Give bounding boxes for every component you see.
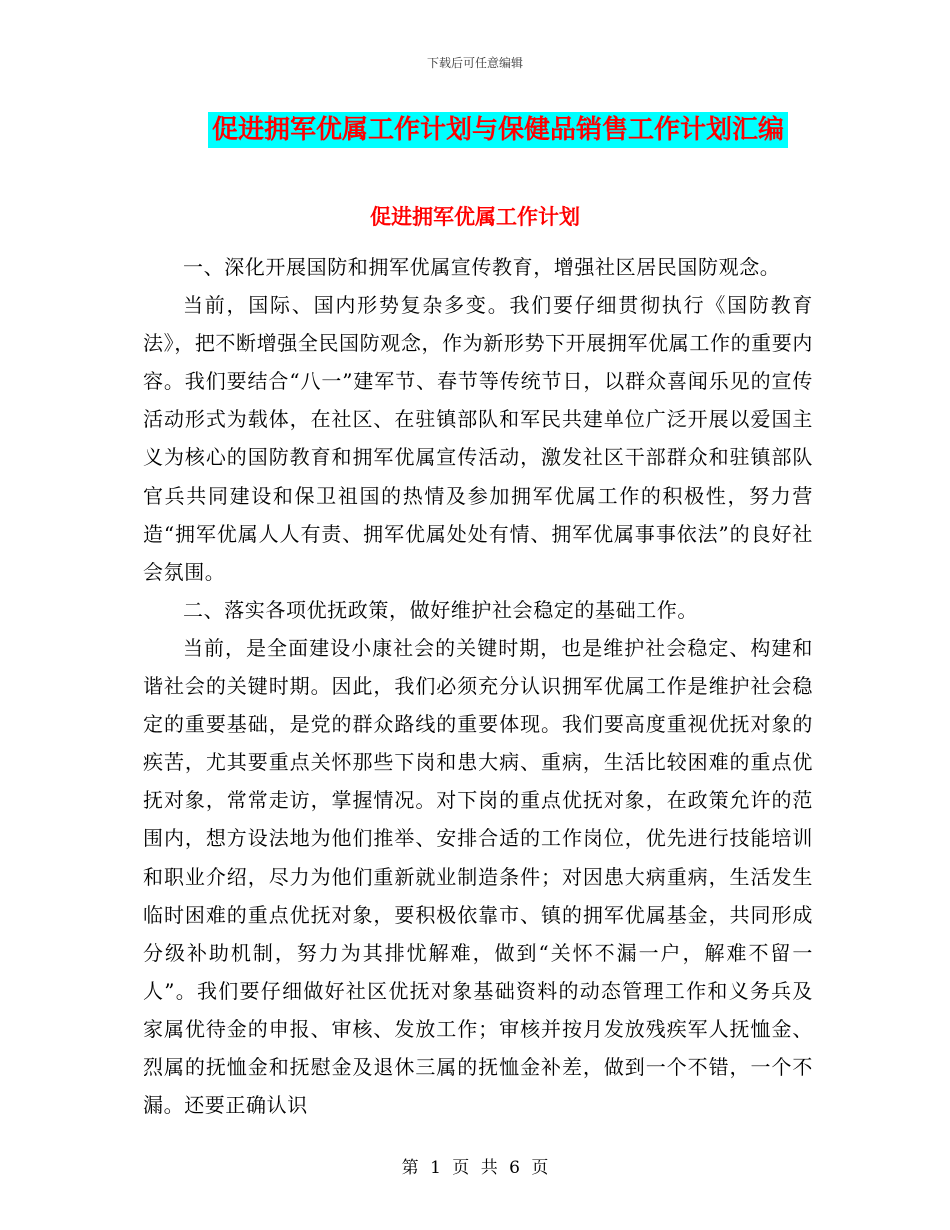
paragraph-heading-2: 二、落实各项优抚政策，做好维护社会稳定的基础工作。 (183, 597, 698, 622)
section-title: 促进拥军优属工作计划 (370, 204, 580, 229)
paragraph-body-2: 当前，是全面建设小康社会的关键时期，也是维护社会稳定、构建和谐社会的关键时期。因此，我们必须充分认识拥军优属工作是维护社会稳定的重要基础，是党的群众路线的重要体现。我们要高度重视优抚对象的疾苦，尤其要重点关怀那些下岗和患大病、重病，生活比较困难的重点优抚对象，常常走访，掌握情况。对下岗的重点优抚对象，在政策允许的范围内，想方设法地为他们推举、安排合适的工作岗位，优先进行技能培训和职业介绍，尽力为他们重新就业制造条件；对因患大病重病，生活发生临时困难的重点优抚对象，要积极依靠市、镇的拥军优属基金，共同形成分级补助机制，努力为其排忧解难，做到“关怀不漏一户，解难不留一人”。我们要仔细做好社区优抚对象基础资料的动态管理工作和义务兵及家属优待金的申报、审核、发放工作；审核并按月发放残疾军人抚恤金、烈属的抚恤金和抚慰金及退休三属的抚恤金补差，做到一个不错，一个不漏。还要正确认识 (143, 635, 813, 1118)
paragraph-body-1: 当前，国际、国内形势复杂多变。我们要仔细贯彻执行《国防教育法》，把不断增强全民国防观念，作为新形势下开展拥军优属工作的重要内容。我们要结合“八一”建军节、春节等传统节日，以群众喜闻乐见的宣传活动形式为载体，在社区、在驻镇部队和军民共建单位广泛开展以爱国主义为核心的国防教育和拥军优属宣传活动，激发社区干部群众和驻镇部队官兵共同建设和保卫祖国的热情及参加拥军优属工作的积极性，努力营造“拥军优属人人有责、拥军优属处处有情、拥军优属事事依法”的良好社会氛围。 (143, 293, 813, 584)
document-body (143, 248, 813, 1124)
page-header-note: 下载后可任意编辑 (426, 56, 523, 70)
main-title-wrap (0, 112, 950, 148)
paragraph-heading-1: 一、深化开展国防和拥军优属宣传教育，增强社区居民国防观念。 (183, 255, 781, 279)
document-main-title: 促进拥军优属工作计划与保健品销售工作计划汇编 (208, 112, 788, 148)
page-footer-number: 第 1 页 共 6 页 (401, 1158, 549, 1178)
